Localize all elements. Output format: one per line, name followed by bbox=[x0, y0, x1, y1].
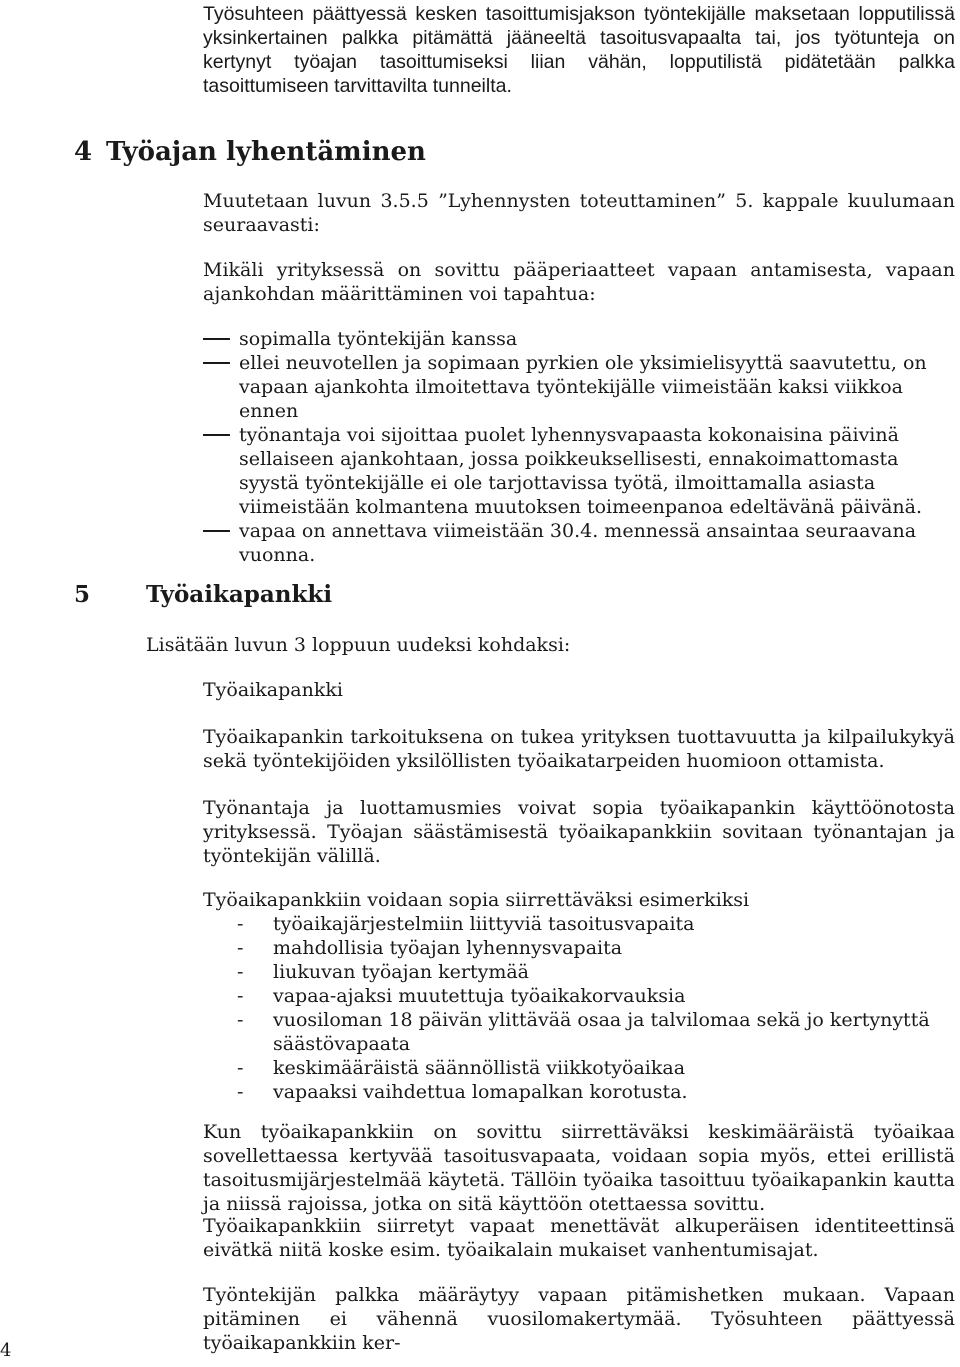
list-item-text: keskimääräistä säännöllistä viikkotyöaikaa bbox=[273, 1057, 686, 1079]
dash-icon bbox=[203, 338, 230, 340]
list-item-text: työaikajärjestelmiin liittyviä tasoitusvapaita bbox=[273, 913, 695, 935]
list-item bbox=[203, 519, 955, 567]
subsection-title: Työaikapankki bbox=[203, 679, 343, 701]
section-4-heading bbox=[74, 136, 426, 168]
dash-list bbox=[203, 327, 955, 567]
list-item bbox=[203, 912, 955, 936]
hyphen-marker: - bbox=[237, 913, 244, 935]
list-item bbox=[203, 1008, 955, 1056]
paragraph: Työntekijän palkka määräytyy vapaan pitämishetken mukaan. Vapaan pitäminen ei vähennä vuosilomakertymää. Työsuhteen päättyessä työaikapankkiin ker- bbox=[203, 1284, 955, 1354]
add-note: Lisätään luvun 3 loppuun uudeksi kohdaksi: bbox=[146, 634, 571, 656]
list-item-text: vuosiloman 18 päivän ylittävää osaa ja talvilomaa sekä jo kertynyttä säästövapaata bbox=[273, 1009, 930, 1055]
paragraph: Työaikapankin tarkoituksena on tukea yrityksen tuottavuutta ja kilpailukykyä sekä työntekijöiden yksilöllisten työaikatarpeiden huomioon ottamista. bbox=[203, 726, 955, 772]
hyphen-marker: - bbox=[237, 961, 244, 983]
dash-icon bbox=[203, 434, 230, 436]
section-5-heading bbox=[74, 580, 333, 610]
list-item bbox=[203, 1056, 955, 1080]
section-title: Työajan lyhentäminen bbox=[106, 137, 426, 167]
list-item bbox=[203, 960, 955, 984]
list-item-text: työnantaja voi sijoittaa puolet lyhennysvapaasta kokonaisina päivinä sellaiseen ajankohtaan, jossa poikkeuksellisesti, ennakoimattomasta syystä työntekijälle ei ole tarjottavissa työtä, ilmoittamalla asiasta viimeistään kolmantena muutoksen toimeenpanoa edeltävänä päivänä. bbox=[239, 424, 922, 518]
change-note: Muutetaan luvun 3.5.5 ”Lyhennysten toteuttaminen” 5. kappale kuulumaan seuraavasti: bbox=[203, 190, 955, 236]
paragraph: Kun työaikapankkiin on sovittu siirrettäväksi keskimääräistä työaikaa sovellettaessa kertyvää tasoitusvapaata, voidaan sopia myös, ettei erillistä tasoitusmijärjestelmää käytetä. Tällöin työaika tasoittuu työaikapankin kautta ja niissä rajoissa, jotka on sitä käyttöön otettaessa sovittu. bbox=[203, 1121, 955, 1215]
intro-paragraph: Työsuhteen päättyessä kesken tasoittumisjakson työntekijälle maksetaan lopputilissä yksinkertainen palkka pitämättä jääneeltä tasoitusvapaalta tai, jos työtunteja on kertynyt työajan tasoittumiseksi liian vähän, lopputilistä pidätetään palkka tasoittumiseen tarvittavilta tunneilta. bbox=[203, 3, 955, 97]
section-title: Työaikapankki bbox=[146, 581, 333, 608]
hyphen-marker: - bbox=[237, 1081, 244, 1103]
paragraph: Työnantaja ja luottamusmies voivat sopia työaikapankin käyttöönotosta yrityksessä. Työajan säästämisestä työaikapankkiin sovitaan työnantajan ja työntekijän välillä. bbox=[203, 797, 955, 867]
list-item-text: ellei neuvotellen ja sopimaan pyrkien ole yksimielisyyttä saavutettu, on vapaan ajankohta ilmoitettava työntekijälle viimeistään kaksi viikkoa ennen bbox=[239, 352, 927, 422]
section-4-lead: Mikäli yrityksessä on sovittu pääperiaatteet vapaan antamisesta, vapaan ajankohdan määrittäminen voi tapahtua: bbox=[203, 259, 955, 305]
list-item-text: vapaaksi vaihdettua lomapalkan korotusta. bbox=[273, 1081, 688, 1103]
dash-icon bbox=[203, 530, 230, 532]
list-item bbox=[203, 1080, 955, 1104]
list-item-text: sopimalla työntekijän kanssa bbox=[239, 328, 518, 350]
paragraph: Työaikapankkiin siirretyt vapaat menettävät alkuperäisen identiteettinsä eivätkä niitä koske esim. työaikalain mukaiset vanhentumisajat. bbox=[203, 1215, 955, 1261]
list-lead: Työaikapankkiin voidaan sopia siirrettäväksi esimerkiksi bbox=[203, 889, 750, 911]
list-item-text: liukuvan työajan kertymää bbox=[273, 961, 529, 983]
list-item bbox=[203, 936, 955, 960]
hyphen-marker: - bbox=[237, 985, 244, 1007]
dash-icon bbox=[203, 362, 230, 364]
page-number: 4 bbox=[0, 1340, 12, 1361]
hyphen-marker: - bbox=[237, 937, 244, 959]
list-item-text: vapaa on annettava viimeistään 30.4. mennessä ansaintaa seuraavana vuonna. bbox=[239, 520, 917, 566]
hyphen-list bbox=[203, 912, 955, 1104]
hyphen-marker: - bbox=[237, 1057, 244, 1079]
section-number: 5 bbox=[74, 581, 91, 608]
list-item-text: vapaa-ajaksi muutettuja työaikakorvauksia bbox=[273, 985, 686, 1007]
list-item-text: mahdollisia työajan lyhennysvapaita bbox=[273, 937, 623, 959]
hyphen-marker: - bbox=[237, 1009, 244, 1031]
list-item bbox=[203, 327, 955, 351]
list-item bbox=[203, 423, 955, 519]
list-item bbox=[203, 351, 955, 423]
section-number: 4 bbox=[74, 137, 93, 167]
list-item bbox=[203, 984, 955, 1008]
